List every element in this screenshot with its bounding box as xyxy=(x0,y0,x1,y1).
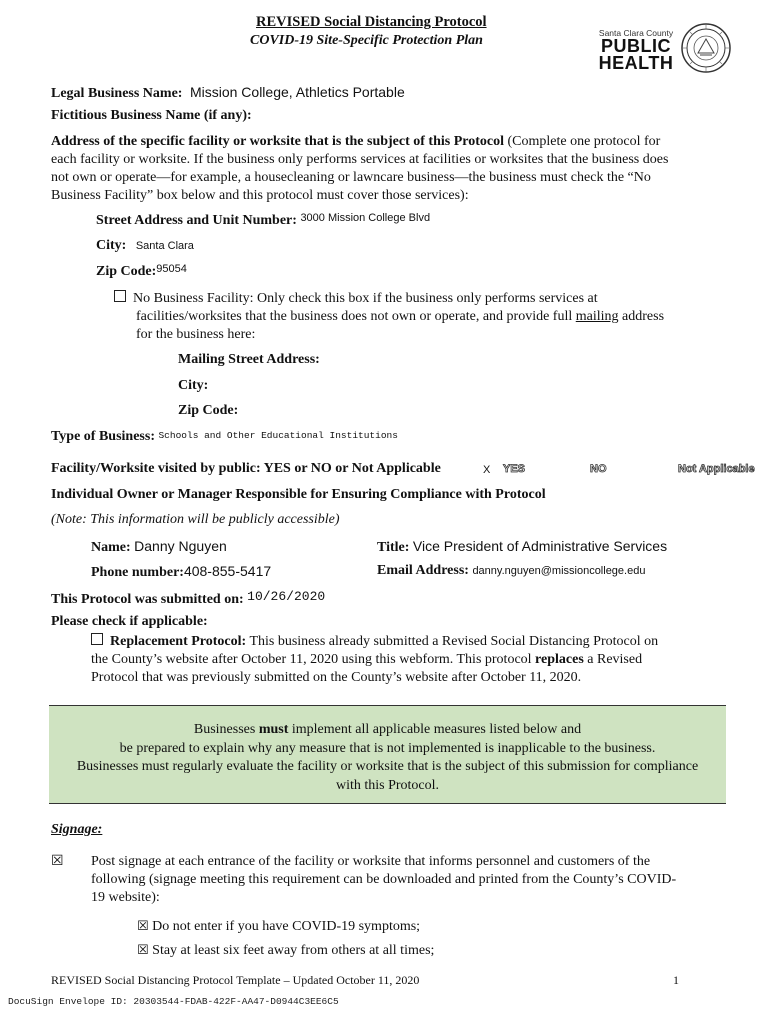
type-of-business-label: Type of Business: xyxy=(51,429,155,444)
signage-six-feet-checkbox[interactable]: ☒ xyxy=(137,943,149,958)
city-label: City: xyxy=(96,238,127,253)
no-facility-text-3: for the business here: xyxy=(136,327,256,342)
mailing-city-label: City: xyxy=(178,378,209,393)
visited-by-public-label: Facility/Worksite visited by public: YES or NO or Not Applicable xyxy=(51,461,441,476)
banner-text-3: Businesses must regularly evaluate the facility or worksite that is the subject of this submission for compliance xyxy=(76,759,699,774)
compliance-banner xyxy=(49,705,726,804)
public-health-logo xyxy=(597,28,675,72)
signage-main-text-1: Post signage at each entrance of the facility or worksite that informs personnel and customers of the xyxy=(91,854,651,869)
visited-yes-option[interactable]: YES xyxy=(503,463,526,475)
email-label: Email Address: xyxy=(377,563,469,578)
zip-code-label: Zip Code: xyxy=(96,264,157,279)
document-subtitle: COVID-19 Site-Specific Protection Plan xyxy=(250,33,483,48)
replacement-text-2: the County’s website after October 11, 2020 using this webform. This protocol xyxy=(91,652,532,667)
banner-text-2: be prepared to explain why any measure that is not implemented is inapplicable to the business. xyxy=(119,740,656,756)
check-if-applicable-label: Please check if applicable: xyxy=(51,614,208,629)
legal-name-label: Legal Business Name: xyxy=(51,86,183,101)
owner-note: (Note: This information will be publicly accessible) xyxy=(51,512,340,527)
phone-label: Phone number: xyxy=(91,565,184,580)
email-field[interactable]: danny.nguyen@missioncollege.edu xyxy=(472,565,646,577)
replacement-text-2-end: a Revised xyxy=(587,652,643,667)
signage-six-feet-label: Stay at least six feet away from others at all times; xyxy=(152,943,435,958)
signage-main-checkbox[interactable]: ☒ xyxy=(51,853,64,869)
address-intro-text-4: Business Facility” box below and this protocol must cover those services): xyxy=(51,188,469,203)
address-intro-heading: Address of the specific facility or worksite that is the subject of this Protocol xyxy=(51,134,504,149)
submitted-on-label: This Protocol was submitted on: xyxy=(51,592,244,607)
replacement-text-1: This business already submitted a Revised Social Distancing Protocol on xyxy=(249,634,659,649)
mailing-street-label: Mailing Street Address: xyxy=(178,352,320,367)
replacement-replaces: replaces xyxy=(535,652,584,667)
phone-field[interactable]: 408-855-5417 xyxy=(183,563,272,579)
type-of-business-field[interactable]: Schools and Other Educational Institutions xyxy=(158,430,398,441)
owner-heading: Individual Owner or Manager Responsible for Ensuring Compliance with Protocol xyxy=(51,487,546,502)
logo-county-text: Santa Clara County xyxy=(598,28,674,38)
fictitious-name-label: Fictitious Business Name (if any): xyxy=(51,108,252,123)
banner-text-1b: implement all applicable measures listed below and xyxy=(291,722,582,737)
signage-heading: Signage: xyxy=(51,822,103,837)
signage-main-text-3: 19 website): xyxy=(91,890,160,905)
owner-title-label: Title: xyxy=(377,540,410,555)
visited-mark: X xyxy=(483,464,491,476)
document-title: REVISED Social Distancing Protocol xyxy=(256,14,487,30)
banner-text-1a: Businesses xyxy=(193,722,256,737)
owner-title-field[interactable]: Vice President of Administrative Services xyxy=(412,538,668,554)
owner-name-field[interactable]: Danny Nguyen xyxy=(134,538,227,554)
no-facility-text-2-end: address xyxy=(622,309,665,324)
no-business-facility-checkbox[interactable] xyxy=(114,290,126,302)
no-facility-text-2: facilities/worksites that the business does not own or operate, and provide full xyxy=(136,309,573,324)
docusign-envelope-id: DocuSign Envelope ID: 20303544-FDAB-422F-AA47-D0944C3EE6C5 xyxy=(8,996,339,1007)
address-intro-text-2: each facility or worksite. If the business only performs services at facilities or worksites that the business does xyxy=(51,152,669,167)
no-facility-text-1: No Business Facility: Only check this box if the business only performs services at xyxy=(133,291,598,306)
address-intro-text-1: (Complete one protocol for xyxy=(507,134,661,149)
banner-must: must xyxy=(258,722,289,737)
street-address-field[interactable]: 3000 Mission College Blvd xyxy=(300,212,431,224)
mailing-zip-label: Zip Code: xyxy=(178,403,239,418)
street-address-label: Street Address and Unit Number: xyxy=(96,213,297,228)
logo-health-text: HEALTH xyxy=(598,53,674,73)
submitted-on-field[interactable]: 10/26/2020 xyxy=(247,589,326,604)
logo-public-text: PUBLIC xyxy=(601,36,671,56)
owner-name-label: Name: xyxy=(91,540,131,555)
county-seal-icon xyxy=(681,23,731,73)
replacement-protocol-heading: Replacement Protocol: xyxy=(110,634,247,649)
mailing-underlined: mailing xyxy=(575,309,619,324)
zip-code-field[interactable]: 95054 xyxy=(156,263,187,275)
replacement-protocol-checkbox[interactable] xyxy=(91,633,103,645)
banner-text-4: with this Protocol. xyxy=(335,777,440,793)
address-intro-text-3: not own or operate—for example, a housecleaning or lawncare business—the business must check the “No xyxy=(51,170,651,185)
replacement-text-3: Protocol that was previously submitted on the County’s website after October 11, 2020. xyxy=(91,670,582,685)
city-field[interactable]: Santa Clara xyxy=(135,240,194,252)
page-number: 1 xyxy=(673,973,679,987)
visited-no-option[interactable]: NO xyxy=(590,463,607,475)
visited-na-option[interactable]: Not Applicable xyxy=(678,463,755,475)
signage-symptoms-label: Do not enter if you have COVID-19 symptoms; xyxy=(152,919,421,934)
signage-main-text-2: following (signage meeting this requirement can be downloaded and printed from the County’s COVID- xyxy=(91,872,677,887)
signage-symptoms-checkbox[interactable]: ☒ xyxy=(137,919,149,934)
legal-name-field[interactable]: Mission College, Athletics Portable xyxy=(189,84,405,100)
footer-template-text: REVISED Social Distancing Protocol Template – Updated October 11, 2020 xyxy=(51,973,420,987)
